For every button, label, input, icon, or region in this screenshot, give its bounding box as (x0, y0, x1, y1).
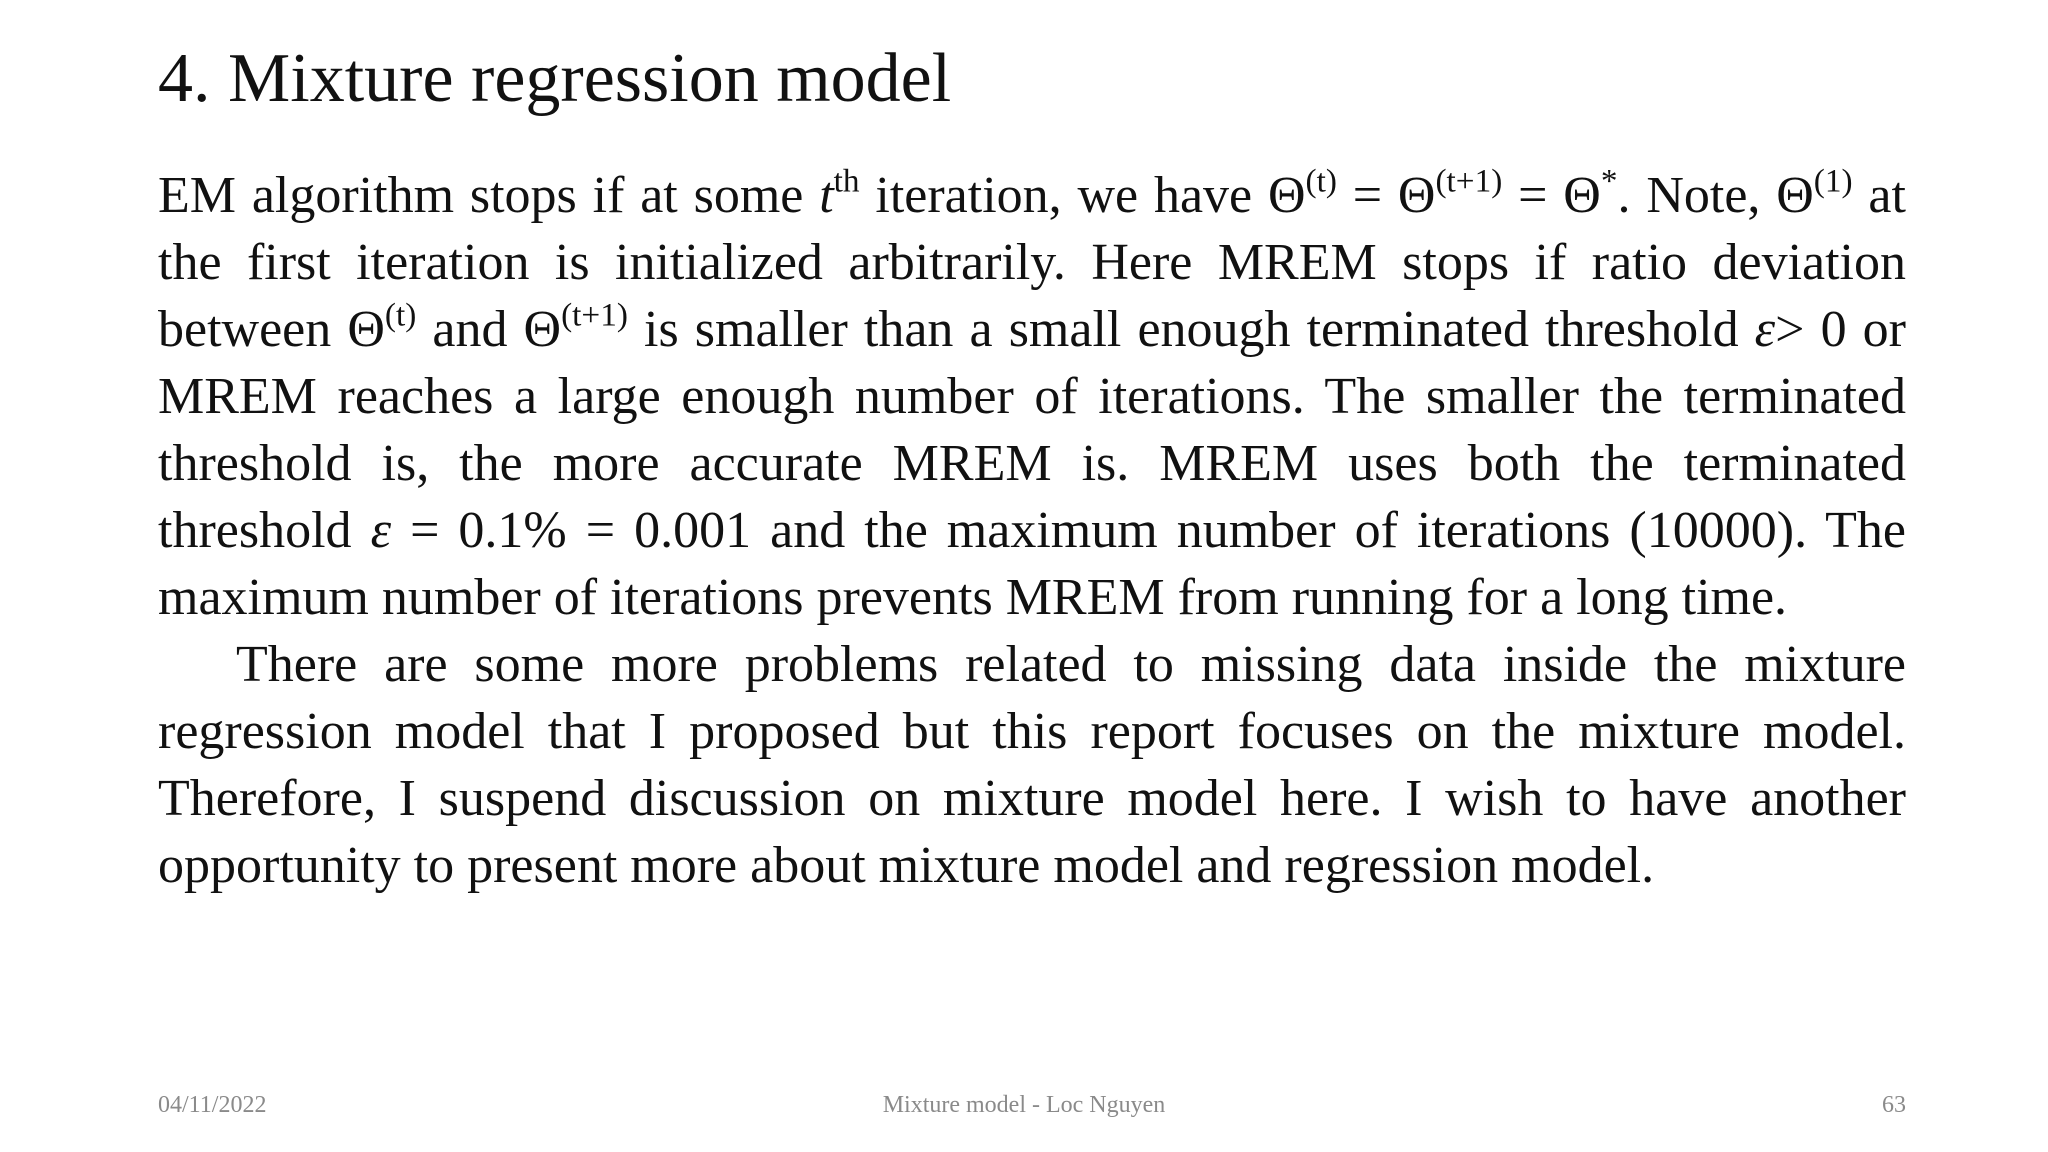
p1-text: . Note, Θ (1617, 167, 1814, 224)
sup-t-plus-1: (t+1) (561, 296, 628, 334)
slide-body (158, 162, 1906, 899)
sup-t: (t) (384, 296, 417, 334)
sup-star: * (1600, 162, 1618, 200)
p1-text: = Θ (1502, 167, 1601, 224)
p1-text: and Θ (416, 301, 562, 358)
math-epsilon: ε (1754, 301, 1776, 358)
slide-title: 4. Mixture regression model (158, 40, 952, 117)
footer-date: 04/11/2022 (158, 1092, 267, 1118)
paragraph-2: There are some more problems related to missing data inside the mixture regression model that I proposed but this report focuses on the mixture model. Therefore, I suspend discussion on mixture model here. I wish to have another opportunity to present more about mixture model and regression model. (158, 636, 1906, 894)
paragraph-1 (158, 162, 1906, 631)
sup-1: (1) (1813, 162, 1853, 200)
sup-t-plus-1: (t+1) (1435, 162, 1503, 200)
p1-text: = Θ (1336, 167, 1436, 224)
p1-text: EM algorithm stops if at some (158, 167, 820, 224)
sup-th: th (833, 162, 860, 200)
page-number: 63 (1882, 1092, 1906, 1118)
sup-t: (t) (1305, 162, 1337, 200)
p1-text: iteration, we have Θ (859, 167, 1306, 224)
footer-title: Mixture model - Loc Nguyen (882, 1092, 1166, 1118)
p1-text: at the first iteration is initialized arbitrarily. Here MREM stops if ratio deviation between Θ (158, 167, 1906, 358)
p1-text: = 0.1% = 0.001 and the maximum number of iterations (10000). The maximum number of iterations prevents MREM from running for a long time. (158, 502, 1906, 626)
math-epsilon: ε (370, 502, 392, 559)
p1-text: is smaller than a small enough terminated threshold (627, 301, 1755, 358)
math-t: t (819, 167, 834, 224)
p1-text: > 0 or MREM reaches a large enough number of iterations. The smaller the terminated threshold is, the more accurate MREM is. MREM uses both the terminated threshold (158, 301, 1906, 559)
